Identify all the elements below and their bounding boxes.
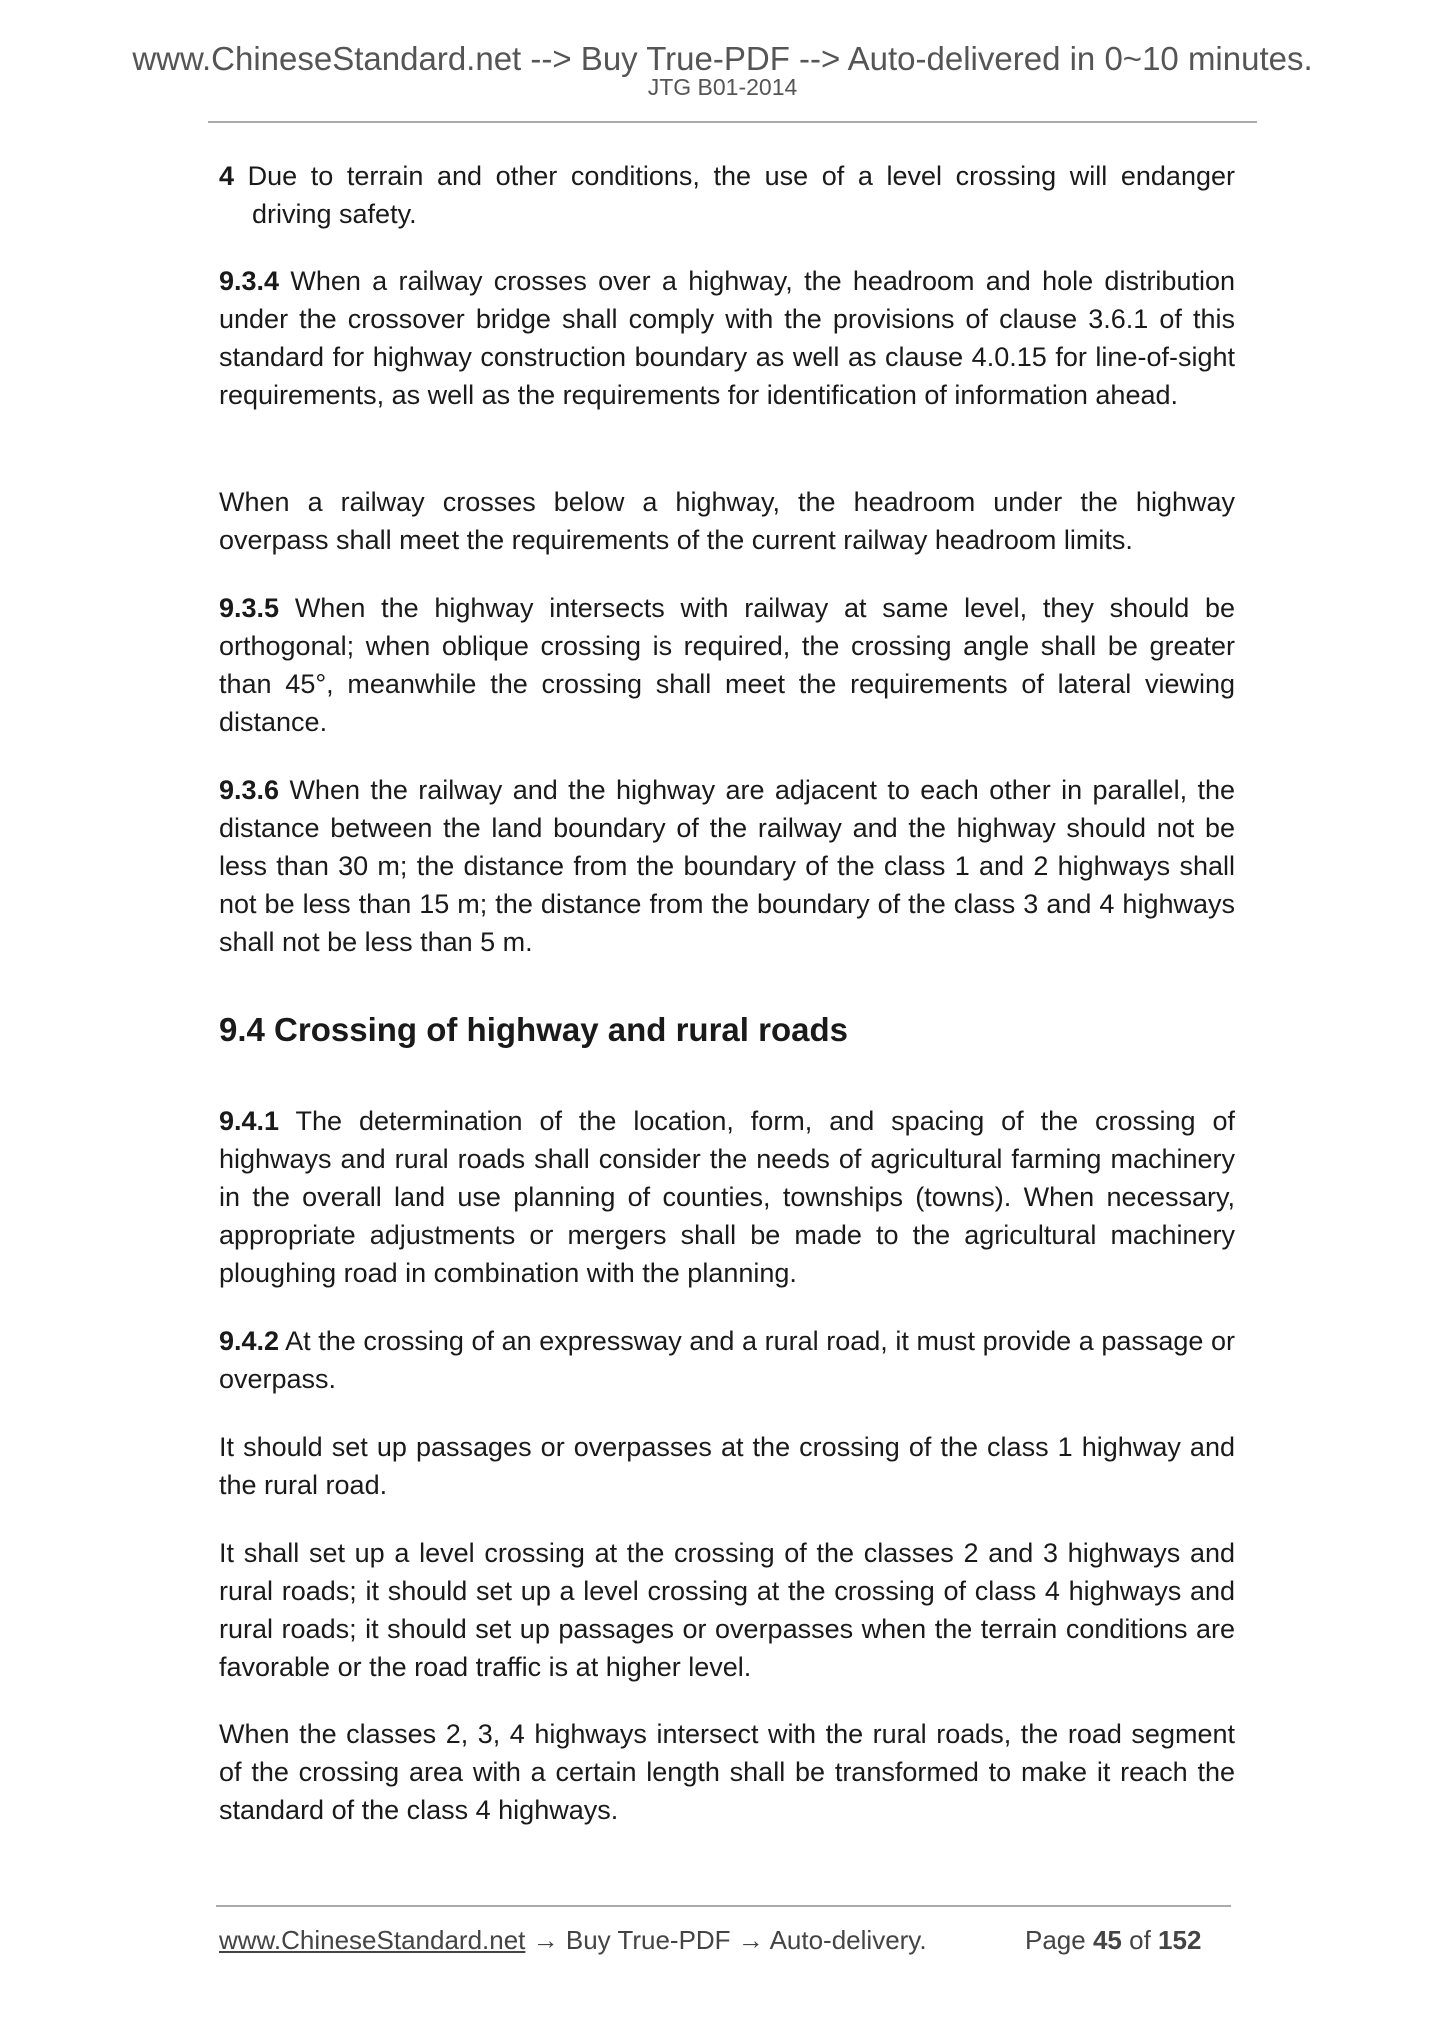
list-item-4	[219, 157, 1235, 233]
paragraph: When the classes 2, 3, 4 highways intersect with the rural roads, the road segment of the crossing area with a certain length shall be transformed to make it reach the standard of the class 4 highways.	[219, 1719, 1235, 1825]
page-indicator	[1025, 1925, 1201, 1956]
paragraph: It should set up passages or overpasses at the crossing of the class 1 highway and the rural road.	[219, 1432, 1235, 1500]
clause-text: At the crossing of an expressway and a rural road, it must provide a passage or overpass.	[219, 1326, 1235, 1394]
of-label: of	[1129, 1925, 1151, 1955]
page-number: 45	[1092, 1925, 1122, 1955]
clause-text: The determination of the location, form, and spacing of the crossing of highways and rural roads shall consider the needs of agricultural farming machinery in the overall land use planning of counties, townships (towns). When necessary, appropriate adjustments or mergers shall be made to the agricultural machinery ploughing road in combination with the planning.	[219, 1106, 1235, 1288]
footer-tagline: → Buy True-PDF → Auto-delivery.	[525, 1925, 927, 1955]
doc-code: JTG B01-2014	[647, 74, 798, 100]
clause-number: 9.3.5	[219, 593, 280, 623]
clause-number: 9.4.2	[219, 1326, 280, 1356]
clause-text: When the highway intersects with railway at same level, they should be orthogonal; when oblique crossing is required, the crossing angle shall be greater than 45°, meanwhile the crossing shall meet the requirements of lateral viewing distance.	[219, 593, 1235, 737]
clause-number: 9.4.1	[219, 1106, 280, 1136]
clause-number: 9.3.6	[219, 775, 280, 805]
footer-rule	[216, 1905, 1231, 1907]
item-text: Due to terrain and other conditions, the use of a level crossing will endanger driving safety.	[247, 161, 1235, 229]
clause-text: When a railway crosses over a highway, the headroom and hole distribution under the crossover bridge shall comply with the provisions of clause 3.6.1 of this standard for highway construction boundary as well as clause 4.0.15 for line-of-sight requirements, as well as the requirements for identification of information ahead.	[219, 266, 1235, 410]
item-number: 4	[219, 161, 235, 191]
footer-text	[219, 1925, 927, 1956]
clause-9-4-2	[219, 1322, 1235, 1398]
clause-9-4-1	[219, 1102, 1235, 1292]
section-heading: 9.4 Crossing of highway and rural roads	[219, 1011, 848, 1048]
paragraph: It shall set up a level crossing at the crossing of the classes 2 and 3 highways and rural roads; it should set up a level crossing at the crossing of class 4 highways and rural roads; it should set up passages or overpasses when the terrain conditions are favorable or the road traffic is at higher level.	[219, 1538, 1235, 1682]
header-rule	[208, 121, 1257, 123]
header-banner: www.ChineseStandard.net --> Buy True-PDF --> Auto-delivered in 0~10 minutes.	[132, 40, 1313, 77]
paragraph: When a railway crosses below a highway, the headroom under the highway overpass shall meet the requirements of the current railway headroom limits.	[219, 487, 1235, 555]
clause-9-3-6	[219, 771, 1235, 961]
clause-9-3-4	[219, 262, 1235, 414]
clause-text: When the railway and the highway are adjacent to each other in parallel, the distance between the land boundary of the railway and the highway should not be less than 30 m; the distance from the boundary of the class 1 and 2 highways shall not be less than 15 m; the distance from the boundary of the class 3 and 4 highways shall not be less than 5 m.	[219, 775, 1235, 957]
clause-number: 9.3.4	[219, 266, 280, 296]
footer-link[interactable]: www.ChineseStandard.net	[219, 1925, 526, 1955]
clause-9-3-5	[219, 589, 1235, 741]
page-total: 152	[1158, 1925, 1202, 1955]
page-label: Page	[1025, 1925, 1086, 1955]
